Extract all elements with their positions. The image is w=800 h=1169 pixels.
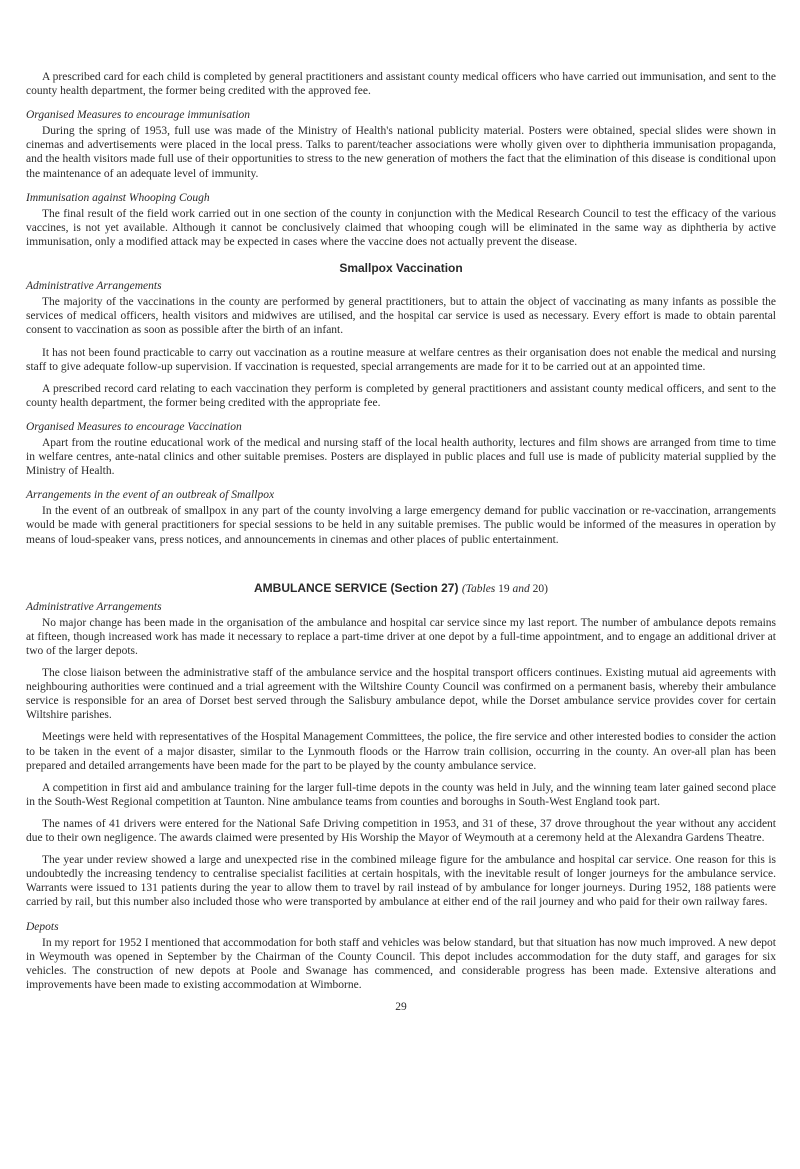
smallpox-outbreak-heading: Arrangements in the event of an outbreak of Smallpox bbox=[26, 489, 275, 502]
smallpox-admin-paragraph-2: It has not been found practicable to carry out vaccination as a routine measure at welfare centres as their organisation does not enable the medical and nursing staff to give adequate follow-up supervision. If vaccination is requested, special arrangements are made for it to be carried out at an appointed time. bbox=[26, 346, 776, 373]
ambulance-paragraph-6: The year under review showed a large and unexpected rise in the combined mileage figure for the ambulance and hospital car service. One reason for this is undoubtedly the increasing tendency to centralise specialist facilities at certain hospitals, with the inevitable result of longer journeys for the ambulance service. Warrants were issued to 131 patients during the year to allow them to travel by rail instead of by ambulance for longer journeys. During 1952, 188 patients were carried by rail, but this number also included those who were transported by ambulance at either end of the rail journey and who paid for their own railway fares. bbox=[26, 854, 776, 909]
ambulance-paragraph-3: Meetings were held with representatives of the Hospital Management Committees, the police, the fire service and other interested bodies to consider the action to be taken in the event of a major disaster, similar to the Lynmouth floods or the Harrow train collision, occurring in the county. An over-all plan has been prepared and detailed arrangements have been made for the part to be played by the county ambulance service. bbox=[26, 731, 776, 772]
ambulance-paragraph-5: The names of 41 drivers were entered for the National Safe Driving competition in 1953, and 31 of these, 37 drove throughout the year without any accident due to their own negligence. The awards claimed were presented by His Worship the Mayor of Weymouth at a ceremony held at the Alexandra Gardens Theatre. bbox=[26, 817, 776, 845]
smallpox-admin-paragraph-3: A prescribed record card relating to each vaccination they perform is completed by general practitioners and assistant county medical officers, and sent to the county health department, the former being credited with the appropriate fee. bbox=[26, 382, 776, 409]
smallpox-organised-paragraph: Apart from the routine educational work of the medical and nursing staff of the local health authority, lectures and film shows are arranged from time to time in welfare centres, ante-natal clinics and other suitable premises. Posters are displayed in public places and full use is made of publicity material supplied by the Ministry of Health. bbox=[26, 436, 776, 478]
ambulance-title-text: AMBULANCE SERVICE (Section 27) bbox=[254, 580, 459, 595]
tables-number-b: 20) bbox=[532, 582, 548, 595]
tables-and: and bbox=[512, 582, 530, 595]
ambulance-paragraph-1: No major change has been made in the organisation of the ambulance and hospital car service since my last report. The number of ambulance depots remains at fifteen, though increased work has made it necessary to replace a part-time driver at one depot by a full-time appointment, and to engage an additional driver at two of the larger depots. bbox=[26, 616, 776, 657]
organised-immunisation-heading: Organised Measures to encourage immunisation bbox=[26, 109, 251, 122]
depots-heading: Depots bbox=[26, 920, 59, 933]
whooping-cough-heading: Immunisation against Whooping Cough bbox=[26, 191, 210, 204]
tables-number-a: 19 bbox=[498, 582, 510, 595]
depots-paragraph: In my report for 1952 I mentioned that accommodation for both staff and vehicles was below standard, but that situation has now much improved. A new depot in Weymouth was opened in September by the Chairman of the County Council. This depot includes accommodation for the duty staff, and garages for six vehicles. The construction of new depots at Poole and Swanage has commenced, and considerable progress has been made. Extensive alterations and improvements have been made to existing accommodation at Wimborne. bbox=[26, 936, 776, 991]
smallpox-organised-heading: Organised Measures to encourage Vaccination bbox=[26, 420, 242, 433]
organised-immunisation-paragraph: During the spring of 1953, full use was made of the Ministry of Health's national publicity material. Posters were obtained, special slides were shown in cinemas and advertisements were placed in the local press. Talks to parent/teacher associations were wholly given over to diphtheria immunisation propaganda, and the health visitors made full use of their opportunities to stress to the new generation of mothers the fact that the elimination of this disease is conditional upon the maintenance of an adequate level of immunity. bbox=[26, 125, 776, 180]
whooping-cough-paragraph: The final result of the field work carried out in one section of the county in conjunction with the Medical Research Council to test the efficacy of the various vaccines, is not yet available. Although it cannot be conclusively claimed that whooping cough will be eliminated in the same way as diphtheria by active immunisation, only a modified attack may be expected in cases where the vaccine does not actually prevent the disease. bbox=[26, 207, 776, 248]
smallpox-admin-paragraph-1: The majority of the vaccinations in the county are performed by general practitioners, but to attain the object of vaccinating as many infants as possible the services of medical officers, health visitors and midwives are utilised, and the hospital car service is used as necessary. Every effort is made to obtain parental consent to vaccination as soon as possible after the birth of an infant. bbox=[26, 296, 776, 337]
document-page bbox=[26, 70, 776, 1014]
ambulance-tables-reference bbox=[462, 583, 548, 595]
smallpox-outbreak-paragraph: In the event of an outbreak of smallpox in any part of the county involving a large emergency demand for public vaccination or re-vaccination, arrangements would be made with general practitioners for special sessions to be held in any suitable premises. The public would be informed of the measures in operation by means of loud-speaker vans, press notices, and announcements in cinemas and other places of public entertainment. bbox=[26, 505, 776, 546]
smallpox-section-title: Smallpox Vaccination bbox=[339, 261, 463, 276]
tables-prefix: (Tables bbox=[461, 582, 496, 595]
ambulance-section-title bbox=[26, 581, 776, 596]
ambulance-admin-heading: Administrative Arrangements bbox=[26, 600, 162, 613]
ambulance-paragraph-4: A competition in first aid and ambulance training for the larger full-time depots in the county was held in July, and the winning team later gained second place in the South-West Regional competition at Taunton. Nine ambulance teams from counties and boroughs in South-West England took part. bbox=[26, 781, 776, 808]
page-number: 29 bbox=[395, 1000, 407, 1013]
intro-paragraph: A prescribed card for each child is completed by general practitioners and assistant county medical officers who have carried out immunisation, and sent to the county health department, the former being credited with the approved fee. bbox=[26, 71, 776, 98]
smallpox-admin-heading: Administrative Arrangements bbox=[26, 280, 162, 293]
ambulance-paragraph-2: The close liaison between the administrative staff of the ambulance service and the hospital transport officers continues. Existing mutual aid agreements with neighbouring authorities were continued and a trial agreement with the Wiltshire County Council was confirmed on a permanent basis, whereby their ambulance service is responsible for an area of Dorset best served through the Salisbury ambulance depot, while the Dorset ambulance service provides cover for certain Wiltshire parishes. bbox=[26, 667, 776, 722]
